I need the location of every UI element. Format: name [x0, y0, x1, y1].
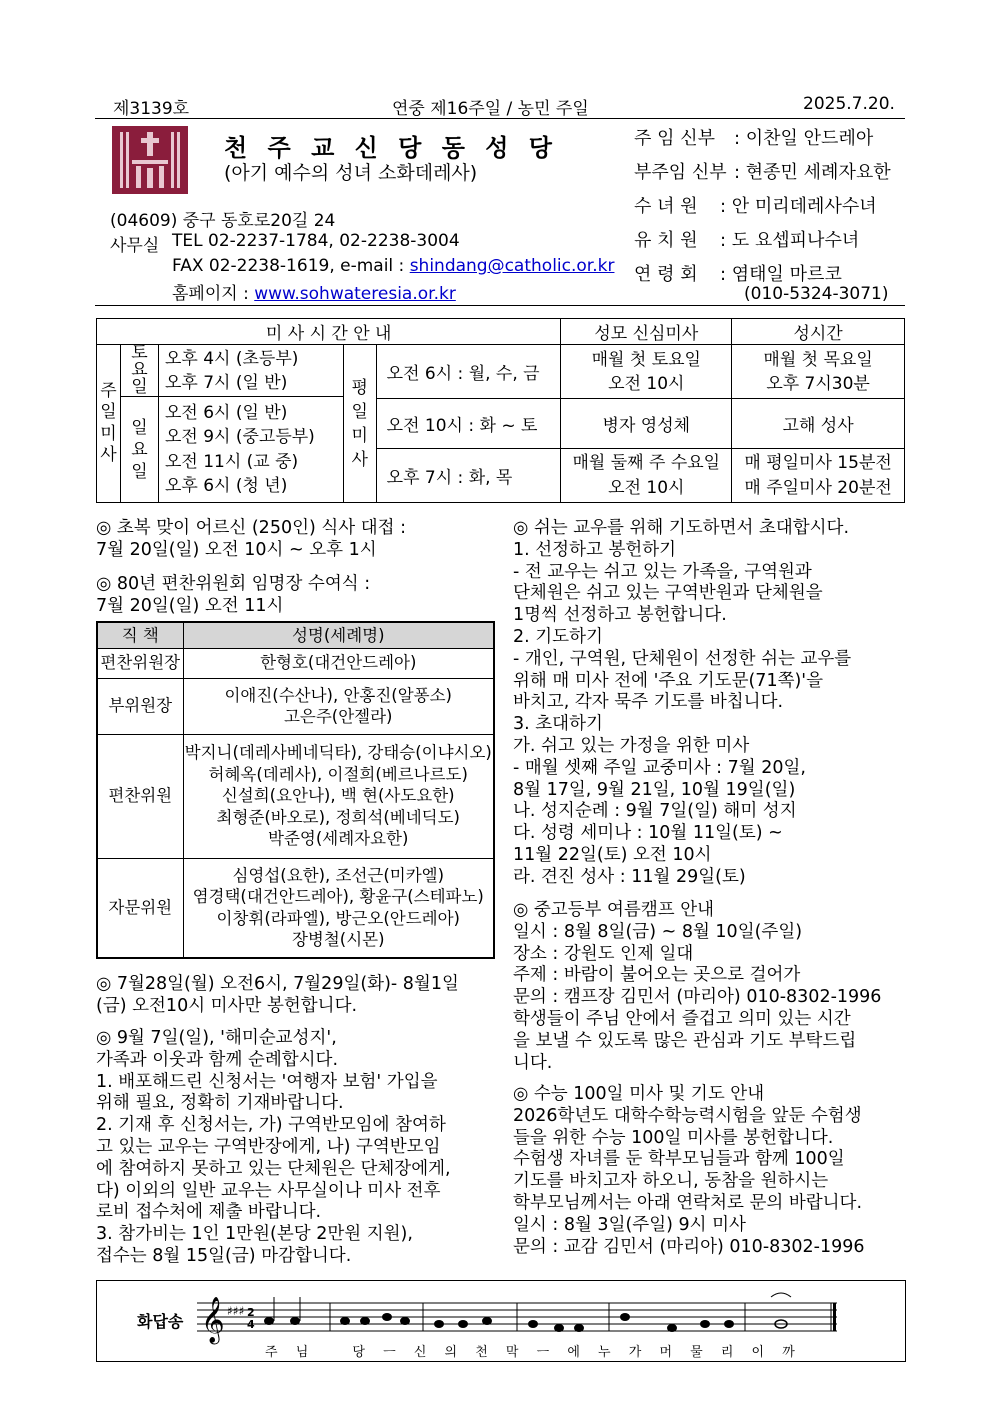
notice-line: ◎ 수능 100일 미사 및 기도 안내 — [513, 1084, 765, 1104]
notice-line: ◎ 초복 맞이 어르신 (250인) 식사 대접 : — [96, 518, 407, 538]
notice-line: - 개인, 구역원, 단체원이 선정한 쉬는 교우를 — [513, 648, 852, 669]
staff-role: 주 임 신부 — [634, 128, 715, 149]
weekday-mass-label — [343, 345, 376, 503]
lyric-syllable: 주 — [265, 1345, 278, 1360]
sunday-mass-label — [97, 345, 121, 503]
notice-line: 바치고, 각자 묵주 기도를 바칩니다. — [513, 692, 784, 713]
notice-line: 7월 20일(일) 오전 10시 ~ 오후 1시 — [96, 539, 377, 560]
issue-number: 제3139호 — [113, 99, 190, 119]
notice-line: 니다. — [513, 1052, 553, 1073]
committee-names — [183, 648, 494, 678]
committee-name: 심영섭(요한), 조선근(미카엘) — [232, 865, 445, 885]
committee-name: 박준영(세례자요한) — [268, 829, 409, 849]
committee-name: 고은주(안젤라) — [283, 707, 393, 726]
notice-line: 위해 필요, 정확히 기재바랍니다. — [96, 1093, 344, 1114]
staff-role: 연 령 회 — [634, 264, 698, 285]
committee-role: 부위원장 — [97, 678, 183, 734]
notice-line: 1. 배포해드린 신청서는 '여행자 보험' 가입을 — [96, 1071, 438, 1092]
sick-communion-line: 매월 둘째 주 수요일 — [572, 452, 721, 473]
sunday-label-text: 일요일 — [131, 417, 148, 482]
table-row — [97, 734, 494, 858]
office-label: 사무실 — [110, 236, 160, 256]
office-fax-text: FAX 02-2238-1619, e-mail : — [172, 256, 405, 276]
notice-line: - 매월 셋째 주일 교중미사 : 7월 20일, — [513, 757, 806, 778]
notice-line: 나. 성지순례 : 9월 7일(일) 해미 성지 — [513, 801, 797, 822]
notice-line: (금) 오전10시 미사만 봉헌합니다. — [96, 995, 358, 1016]
sunday-times — [158, 397, 343, 503]
committee-name: 허혜옥(데레사), 이절희(베르나르도) — [208, 764, 468, 784]
homepage-row — [172, 279, 456, 304]
staff-name: : 안 미리데레사수녀 — [720, 196, 877, 217]
weekday-mass-label-text: 평일미사 — [351, 377, 368, 470]
notice-line: 1. 선정하고 봉헌하기 — [513, 539, 677, 560]
notice-summer-camp — [513, 900, 905, 1074]
notice-line: 주제 : 바람이 불어오는 곳으로 걸어가 — [513, 965, 801, 986]
notice-line: 2. 기도하기 — [513, 626, 603, 647]
committee-name: 한형호(대건안드레아) — [260, 653, 417, 673]
notice-line: 다) 이외의 일반 교우는 사무실이나 미사 전후 — [96, 1180, 441, 1201]
notice-line: 11월 22일(토) 오전 10시 — [513, 844, 712, 865]
committee-role: 자문위원 — [97, 858, 183, 958]
committee-name: 신설희(요안나), 백 현(사도요한) — [221, 786, 455, 806]
committee-names — [183, 858, 494, 958]
lyric-syllable: ㅡ — [536, 1345, 550, 1360]
music-staff-icon — [197, 1291, 837, 1347]
sick-communion-line: 오전 10시 — [608, 477, 685, 498]
weekday-time: 오전 6시 : 월, 수, 금 — [376, 345, 561, 399]
staff-name: : 염태일 마르코 — [720, 264, 842, 285]
lyric-syllable: 가 — [628, 1345, 642, 1360]
sunday-time: 오전 6시 (일 반) — [164, 402, 288, 423]
marian-mass-header: 성모 신심미사 — [561, 319, 732, 345]
psalm-label: 화답송 — [137, 1312, 184, 1331]
sunday-time: 오전 11시 (교 중) — [164, 451, 299, 472]
committee-names — [183, 734, 494, 858]
lyric-syllable: 신 — [413, 1345, 427, 1360]
committee-table — [96, 621, 495, 959]
homepage-link[interactable]: www.sohwateresia.or.kr — [254, 284, 456, 304]
committee-header-role: 직 책 — [97, 622, 183, 648]
committee-name: 염경택(대건안드레아), 황윤구(스테파노) — [192, 887, 484, 907]
weekday-time: 오후 7시 : 화, 목 — [376, 449, 561, 503]
table-row — [97, 648, 494, 678]
committee-name: 장병철(시몬) — [291, 930, 385, 950]
svg-text:𝄞: 𝄞 — [201, 1297, 225, 1343]
committee-names — [183, 678, 494, 734]
confession-line: 매 주일미사 20분전 — [744, 477, 892, 498]
church-emblem-icon — [112, 126, 188, 194]
notice-line: 문의 : 캠프장 김민서 (마리아) 010-8302-1996 — [513, 987, 882, 1008]
lyric-syllable: 누 — [598, 1345, 611, 1360]
confession-header: 고해 성사 — [732, 399, 905, 449]
notice-line: 일시 : 8월 8일(금) ~ 8월 10일(주일) — [513, 921, 803, 942]
lyric-syllable: 당 — [352, 1345, 365, 1360]
church-logo — [112, 126, 188, 194]
notice-line: 고 있는 교우는 구역반장에게, 나) 구역반모임 — [96, 1136, 441, 1157]
notice-line: 3. 참가비는 1인 1만원(본당 2만원 지원), — [96, 1224, 413, 1245]
saturday-time: 오후 4시 (초등부) — [164, 348, 299, 369]
lyric-syllable: 이 — [751, 1345, 765, 1360]
notice-line: 라. 견진 성사 : 11월 29일(토) — [513, 866, 746, 887]
notice-line: 가. 쉬고 있는 가정을 위한 미사 — [513, 735, 750, 756]
staff-pastor — [634, 124, 873, 150]
committee-name: 이애진(수산나), 안홍진(알퐁소) — [224, 685, 452, 705]
office-tel: TEL 02-2237-1784, 02-2238-3004 — [172, 231, 460, 251]
parish-title-prefix: 천 주 교 — [224, 134, 341, 162]
lyric-syllable: 까 — [782, 1345, 795, 1360]
staff-role: 수 녀 원 — [634, 196, 698, 217]
notice-line: 학생들이 주님 안에서 즐겁고 의미 있는 시간 — [513, 1008, 851, 1029]
marian-mass-info — [561, 345, 732, 399]
staff-kindergarten — [634, 226, 859, 252]
notice-line: - 전 교우는 쉬고 있는 가족을, 구역원과 — [513, 561, 812, 582]
lyric-syllable: 머 — [659, 1345, 672, 1360]
notice-elder-lunch — [96, 518, 496, 562]
staff-name: : 현종민 세례자요한 — [734, 162, 891, 183]
liturgical-week: 연중 제16주일 / 농민 주일 — [392, 99, 589, 119]
notice-line: ◎ 쉬는 교우를 위해 기도하면서 초대합시다. — [513, 518, 850, 538]
sunday-time: 오후 6시 (청 년) — [164, 476, 288, 496]
lyric-syllable: ㅡ — [383, 1345, 396, 1360]
psalm-score — [96, 1280, 906, 1362]
notice-line: 에 참여하지 못하고 있는 단체원은 단체장에게, — [96, 1158, 451, 1179]
lyric-syllable: 리 — [720, 1345, 734, 1360]
table-row — [97, 678, 494, 734]
notice-line: 3. 초대하기 — [513, 714, 603, 735]
adoration-info — [732, 345, 905, 399]
sunday-label — [120, 397, 158, 503]
homepage-label: 홈페이지 : — [172, 284, 249, 304]
notice-line: 일시 : 8월 3일(주일) 9시 미사 — [513, 1214, 746, 1235]
adoration-line: 오후 7시30분 — [766, 373, 870, 394]
mass-schedule-table — [96, 318, 905, 503]
lyric-syllable: 물 — [690, 1345, 703, 1360]
notice-line: 장소 : 강원도 인제 일대 — [513, 943, 694, 964]
notice-line: 학부모님께서는 아래 연락처로 문의 바랍니다. — [513, 1192, 863, 1213]
parish-patron: (아기 예수의 성녀 소화데레사) — [224, 162, 478, 184]
svg-text:4: 4 — [247, 1318, 255, 1331]
sick-communion-header: 병자 영성체 — [561, 399, 732, 449]
notice-line: 단체원은 쉬고 있는 구역반원과 단체원을 — [513, 583, 823, 604]
sick-communion-info — [561, 449, 732, 503]
staff-assistant — [634, 158, 891, 184]
notice-line: 1명씩 선정하고 봉헌합니다. — [513, 605, 727, 626]
saturday-time: 오후 7시 (일 반) — [164, 372, 288, 393]
lyric-syllable: 의 — [444, 1345, 458, 1360]
notice-line: ◎ 80년 편찬위원회 임명장 수여식 : — [96, 574, 371, 594]
mass-schedule-header: 미 사 시 간 안 내 — [97, 319, 561, 345]
notice-pilgrimage — [96, 1028, 496, 1268]
svg-text:♯♯♯: ♯♯♯ — [227, 1304, 245, 1318]
lyric-syllable: 님 — [295, 1345, 309, 1360]
notice-line: 을 보낼 수 있도록 많은 관심과 기도 부탁드립 — [513, 1030, 857, 1051]
parish-address: (04609) 중구 동호로20길 24 — [110, 211, 336, 231]
notice-line: 기도를 바치고자 하오니, 동참을 원하시는 — [513, 1171, 829, 1192]
committee-name: 최형준(바오로), 정희석(베네딕도) — [216, 807, 460, 827]
confession-line: 매 평일미사 15분전 — [744, 452, 892, 473]
notice-line: 8월 17일, 9월 21일, 10월 19일(일) — [513, 779, 796, 800]
staff-convent — [634, 192, 877, 218]
weekday-time: 오전 10시 : 화 ~ 토 — [376, 399, 561, 449]
notice-line: 로비 접수처에 제출 바랍니다. — [96, 1202, 322, 1223]
notice-line: 접수는 8월 15일(금) 마감합니다. — [96, 1245, 352, 1266]
notice-line: ◎ 9월 7일(일), '해미순교성지', — [96, 1028, 337, 1048]
table-row — [97, 858, 494, 958]
confession-info — [732, 449, 905, 503]
notice-line: ◎ 7월28일(월) 오전6시, 7월29일(화)- 8월1일 — [96, 974, 459, 994]
notice-line: 가족과 이웃과 함께 순례합시다. — [96, 1049, 339, 1070]
notice-line: 수험생 자녀를 둔 학부모님들과 함께 100일 — [513, 1149, 845, 1170]
notice-line: 위해 매 미사 전에 '주요 기도문(71쪽)'을 — [513, 670, 824, 691]
psalm-lyrics — [265, 1341, 795, 1360]
lyric-syllable: 에 — [567, 1345, 580, 1360]
marian-mass-line: 매월 첫 토요일 — [591, 349, 701, 370]
notice-csat-mass — [513, 1084, 905, 1258]
staff-phone: (010-5324-3071) — [744, 284, 889, 304]
staff-name: : 도 요셉피나수녀 — [720, 230, 860, 251]
notice-mass-only — [96, 974, 496, 1018]
header-bottom-rule — [95, 305, 905, 306]
staff-role: 부주임 신부 — [634, 162, 727, 183]
committee-role: 편찬위원장 — [97, 648, 183, 678]
staff-role: 유 치 원 — [634, 230, 698, 251]
lyric-syllable: 막 — [505, 1345, 519, 1360]
office-fax — [172, 256, 614, 276]
saturday-label-text: 토요일 — [131, 343, 148, 397]
staff-name: : 이찬일 안드레아 — [734, 128, 874, 149]
notice-line: 7월 20일(일) 오전 11시 — [96, 595, 284, 616]
adoration-line: 매월 첫 목요일 — [763, 349, 873, 370]
header-rule — [95, 118, 905, 119]
sunday-time: 오전 9시 (중고등부) — [164, 427, 315, 447]
lyric-syllable: 천 — [475, 1345, 488, 1360]
committee-role: 편찬위원 — [97, 734, 183, 858]
committee-name: 이창휘(라파엘), 방근오(안드레아) — [216, 908, 460, 928]
notice-line: 다. 성령 세미나 : 10월 11일(토) ~ — [513, 823, 783, 844]
committee-header-name: 성명(세례명) — [183, 622, 494, 648]
staff-funeral — [634, 260, 842, 286]
adoration-header: 성시간 — [732, 319, 905, 345]
saturday-times — [158, 345, 343, 397]
notice-line: ◎ 중고등부 여름캠프 안내 — [513, 900, 715, 920]
notice-line: 들을 위한 수능 100일 미사를 봉헌합니다. — [513, 1127, 834, 1148]
marian-mass-line: 오전 10시 — [608, 373, 685, 394]
committee-name: 박지니(데레사베네딕타), 강태승(이냐시오) — [184, 743, 492, 763]
sunday-mass-label-text: 주일미사 — [100, 381, 117, 465]
notice-line: 문의 : 교감 김민서 (마리아) 010-8302-1996 — [513, 1236, 865, 1257]
notice-lapsed-catholics — [513, 518, 905, 889]
email-link[interactable]: shindang@catholic.or.kr — [409, 256, 615, 276]
svg-text:2: 2 — [247, 1306, 255, 1319]
notice-line: 2. 기재 후 신청서는, 가) 구역반모임에 참여하 — [96, 1115, 446, 1136]
parish-name: 신 당 동 성 당 — [354, 134, 558, 162]
saturday-label — [120, 345, 158, 397]
notice-line: 2026학년도 대학수학능력시험을 앞둔 수험생 — [513, 1105, 862, 1126]
bulletin-date: 2025.7.20. — [803, 94, 895, 114]
notice-appointment-ceremony — [96, 574, 496, 618]
